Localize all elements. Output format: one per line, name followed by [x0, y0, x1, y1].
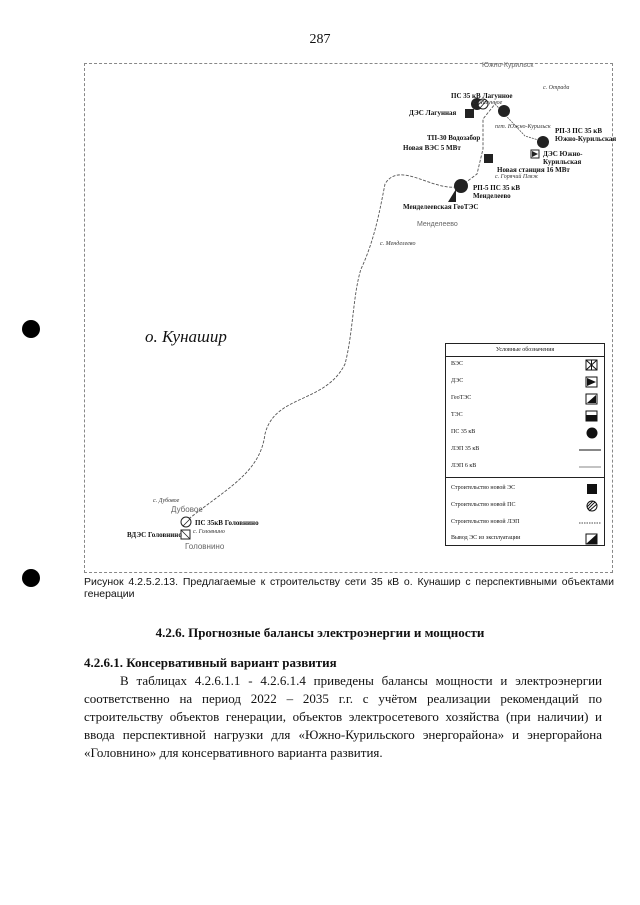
geothermal-station-icon — [585, 393, 599, 405]
map-label-ghost: Головнино — [185, 542, 225, 551]
wind-station-icon — [585, 359, 599, 371]
legend-item: ДЭС — [451, 375, 601, 389]
map-label-place: с. Лагунное — [473, 100, 503, 106]
map-label: РП-3 ПС 35 кВ — [555, 127, 603, 135]
legend-divider — [446, 477, 604, 478]
map-legend — [445, 343, 605, 546]
legend-item: Строительство новой ЭС — [451, 482, 601, 496]
legend-item: ЛЭП 35 кВ — [451, 443, 601, 457]
legend-item: Строительство новой ПС — [451, 499, 601, 513]
map-label: ПС 35кВ Головнино — [195, 519, 259, 527]
subsection-heading: 4.2.6.1. Консервативный вариант развития — [84, 655, 337, 670]
map-label: Новая станция 16 МВт — [497, 166, 570, 174]
map-label: ДЭС Лагунная — [409, 109, 457, 117]
new-station-icon — [585, 483, 599, 495]
body-paragraph: В таблицах 4.2.6.1.1 - 4.2.6.1.4 приведены балансы мощности и электроэнергии соответственно на период 2022 – 2035 г.г. с учётом реализации рекомендаций по строительству объектов генерации, объектов электросетевого хозяйства (при наличии) и ввода перспективной нагрузки для «Южно-Курильского энергорайона» и энергорайона «Головнино» для консервативного варианта развития. — [84, 673, 602, 760]
geothermal-station-icon — [448, 189, 456, 202]
map-label-ghost: Дубовое — [171, 505, 203, 514]
page-number: 287 — [309, 32, 331, 47]
new-substation-icon — [181, 517, 191, 527]
map-label-place: пгт. Южно-Курильск — [495, 124, 551, 130]
diesel-station-icon — [585, 376, 599, 388]
section-heading: 4.2.6. Прогнозные балансы электроэнергии и мощности — [155, 625, 485, 640]
map-label: ПС 35 кВ Лагунное — [451, 92, 513, 100]
legend-item: ВЭС — [451, 358, 601, 372]
map-label-place: с. Головнино — [193, 529, 225, 535]
thermal-station-icon — [585, 410, 599, 422]
legend-item: Вывод ЭС из эксплуатации — [451, 532, 601, 546]
map-label: Новая ВЭС 5 МВт — [403, 144, 461, 152]
substation-icon — [454, 179, 468, 193]
map-label: Южно-Курильская — [555, 135, 617, 143]
line-6kv-icon — [571, 461, 601, 473]
map-label-ghost: Южно-Курильск — [482, 62, 534, 69]
legend-item: ГеоТЭС — [451, 392, 601, 406]
new-line-icon — [571, 517, 601, 529]
legend-item: Строительство новой ЛЭП — [451, 516, 601, 530]
substation-icon — [498, 105, 510, 117]
map-label: ДЭС Южно-Курильская — [543, 150, 583, 166]
line-35kv-icon — [571, 444, 601, 456]
map-label-place: с. Отрада — [543, 85, 570, 91]
island-name: о. Кунашир — [145, 327, 227, 346]
punch-hole — [22, 320, 40, 338]
map-label-place: с. Горячий Пляж — [495, 174, 539, 180]
new-station-icon — [465, 109, 474, 118]
map-label-place: с. Менделеево — [380, 241, 416, 247]
new-station-icon — [484, 154, 493, 163]
decommission-icon — [585, 533, 599, 545]
legend-item: ЛЭП 6 кВ — [451, 460, 601, 474]
substation-icon — [585, 427, 599, 439]
map-label-place: с. Дубовое — [153, 498, 180, 504]
map-label: ТП-30 Водозабор — [427, 134, 481, 142]
map-label-ghost: Менделеево — [417, 221, 458, 228]
legend-item: ПС 35 кВ — [451, 426, 601, 440]
punch-hole — [22, 569, 40, 587]
figure-caption: Рисунок 4.2.5.2.13. Предлагаемые к строительству сети 35 кВ о. Кунашир с перспективными объектами генерации — [84, 576, 614, 600]
new-substation-icon — [585, 500, 599, 512]
map-label: ВДЭС Головнино — [127, 531, 182, 539]
legend-item: ТЭС — [451, 409, 601, 423]
map-label: Менделеевская ГеоТЭС — [403, 203, 479, 211]
legend-title: Условные обозначения — [446, 344, 604, 357]
map-figure — [84, 62, 617, 573]
map-label: РП-5 ПС 35 кВ Менделеево — [473, 184, 521, 200]
substation-icon — [537, 136, 549, 148]
